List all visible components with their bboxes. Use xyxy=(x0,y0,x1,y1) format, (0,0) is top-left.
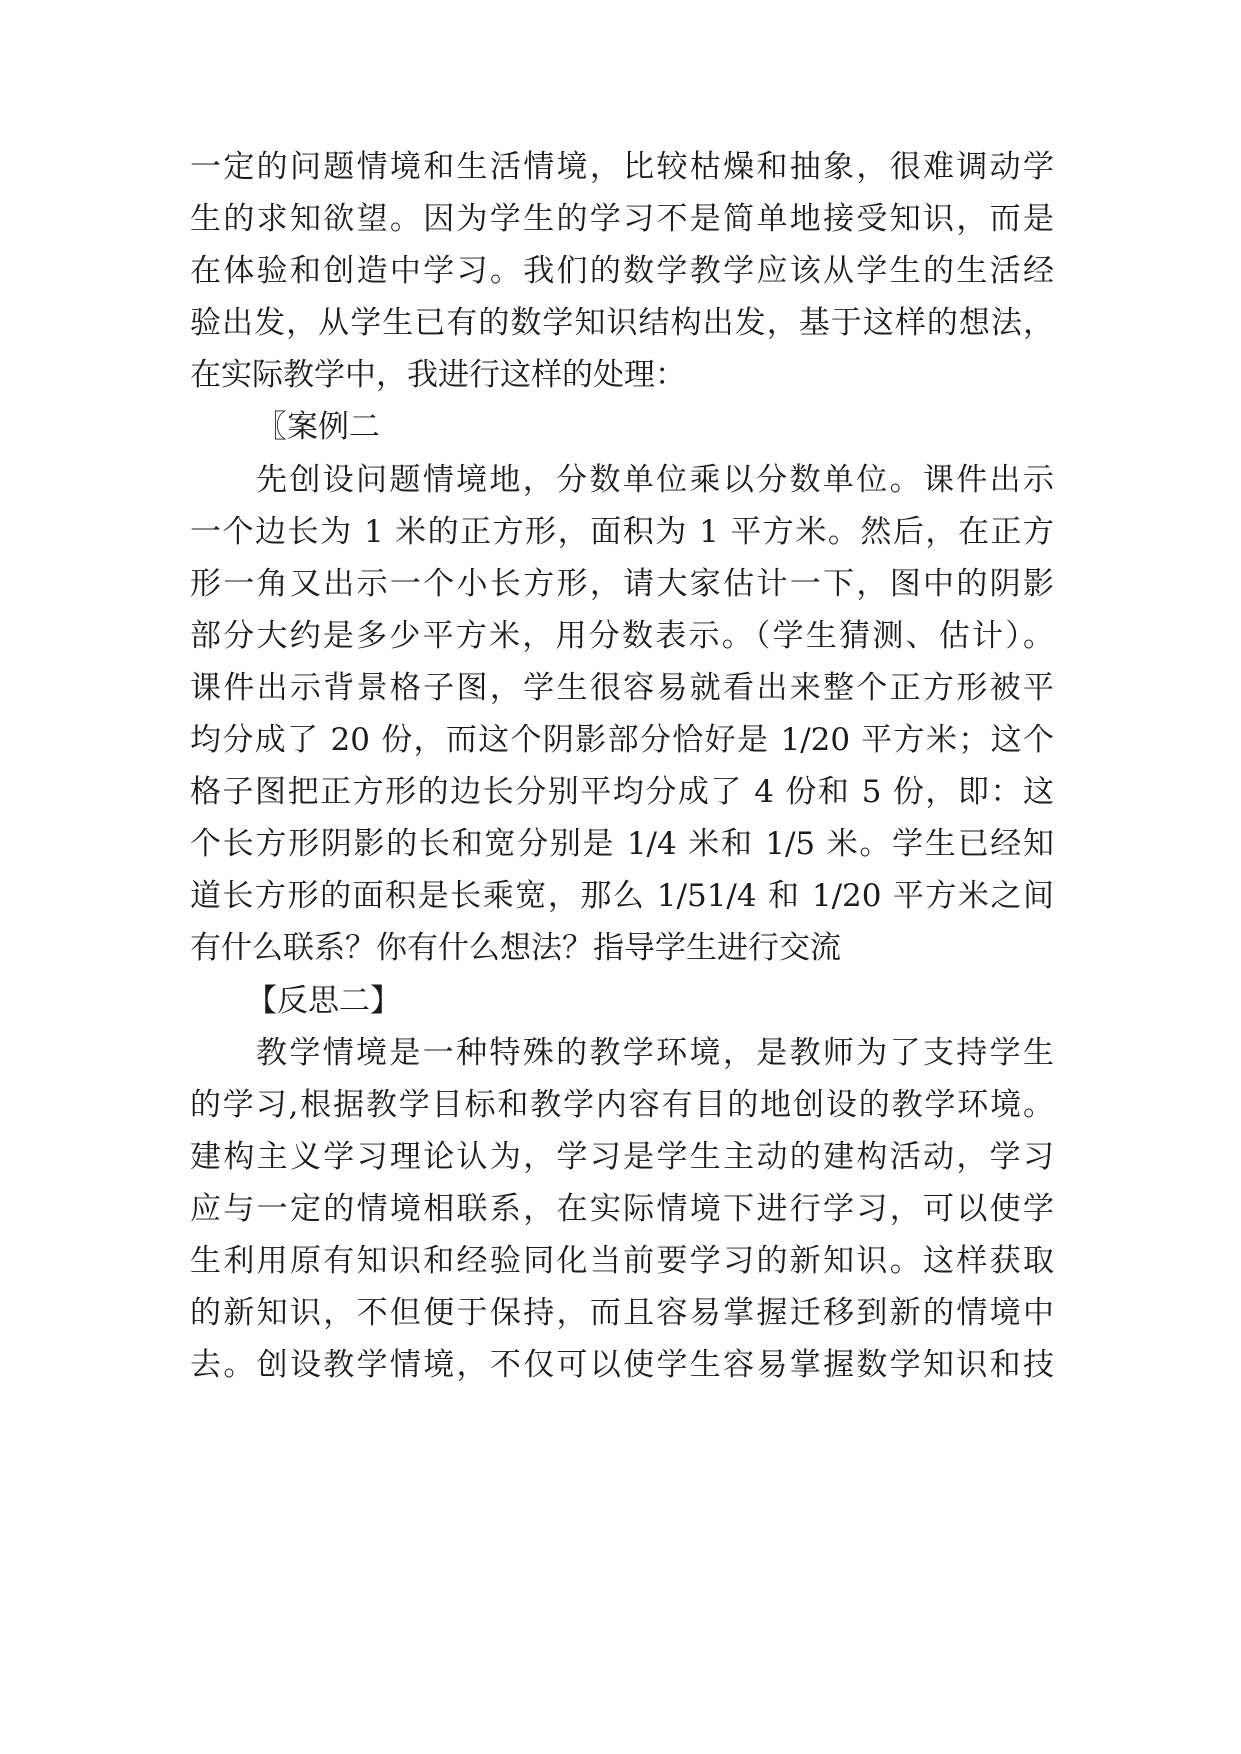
reflection-heading-text: 【反思二】 xyxy=(246,982,401,1019)
text-line: 在体验和创造中学习。我们的数学教学应该从学生的生活经 xyxy=(190,253,1054,290)
text-line: 在实际教学中，我进行这样的处理： xyxy=(190,357,686,394)
text-line: 部分大约是多少平方米，用分数表示。（学生猜测、估计）。 xyxy=(190,617,1054,654)
paragraph xyxy=(190,1027,1054,1392)
text-line: 去。创设教学情境，不仅可以使学生容易掌握数学知识和技 xyxy=(190,1347,1054,1384)
paragraph xyxy=(190,454,1054,975)
text-line: 有什么联系？你有什么想法？指导学生进行交流 xyxy=(190,930,841,967)
document-body xyxy=(190,141,1054,1391)
text-line: 一定的问题情境和生活情境，比较枯燥和抽象，很难调动学 xyxy=(190,149,1054,185)
text-line: 的学习,根据教学目标和教学内容有目的地创设的教学环境。 xyxy=(190,1086,1054,1123)
case-heading-text: 〖案例二 xyxy=(256,409,380,446)
text-line: 均分成了 20 份，而这个阴影部分恰好是 1/20 平方米；这个 xyxy=(190,722,1054,759)
paragraph xyxy=(190,141,1054,401)
text-line: 建构主义学习理论认为，学习是学生主动的建构活动，学习 xyxy=(190,1138,1054,1175)
text-line: 生利用原有知识和经验同化当前要学习的新知识。这样获取 xyxy=(190,1242,1054,1279)
text-line: 形一角又出示一个小长方形，请大家估计一下，图中的阴影 xyxy=(190,565,1054,602)
case-heading xyxy=(190,401,1054,453)
text-line: 的新知识，不但便于保持，而且容易掌握迁移到新的情境中 xyxy=(190,1295,1054,1332)
text-line: 生的求知欲望。因为学生的学习不是简单地接受知识，而是 xyxy=(190,201,1054,238)
text-line: 格子图把正方形的边长分别平均分成了 4 份和 5 份，即：这 xyxy=(190,774,1054,811)
text-line: 道长方形的面积是长乘宽，那么 1/51/4 和 1/20 平方米之间 xyxy=(190,878,1054,915)
text-line: 一个边长为 1 米的正方形，面积为 1 平方米。然后，在正方 xyxy=(190,513,1054,550)
text-line: 应与一定的情境相联系，在实际情境下进行学习，可以使学 xyxy=(190,1190,1054,1227)
text-line: 验出发，从学生已有的数学知识结构出发，基于这样的想法， xyxy=(190,305,1054,342)
text-line: 个长方形阴影的长和宽分别是 1/4 米和 1/5 米。学生已经知 xyxy=(190,826,1054,863)
reflection-heading xyxy=(190,975,1054,1027)
text-line: 先创设问题情境地，分数单位乘以分数单位。课件出示 xyxy=(256,461,1054,498)
text-line: 教学情境是一种特殊的教学环境，是教师为了支持学生 xyxy=(256,1034,1054,1071)
text-line: 课件出示背景格子图，学生很容易就看出来整个正方形被平 xyxy=(190,669,1054,706)
